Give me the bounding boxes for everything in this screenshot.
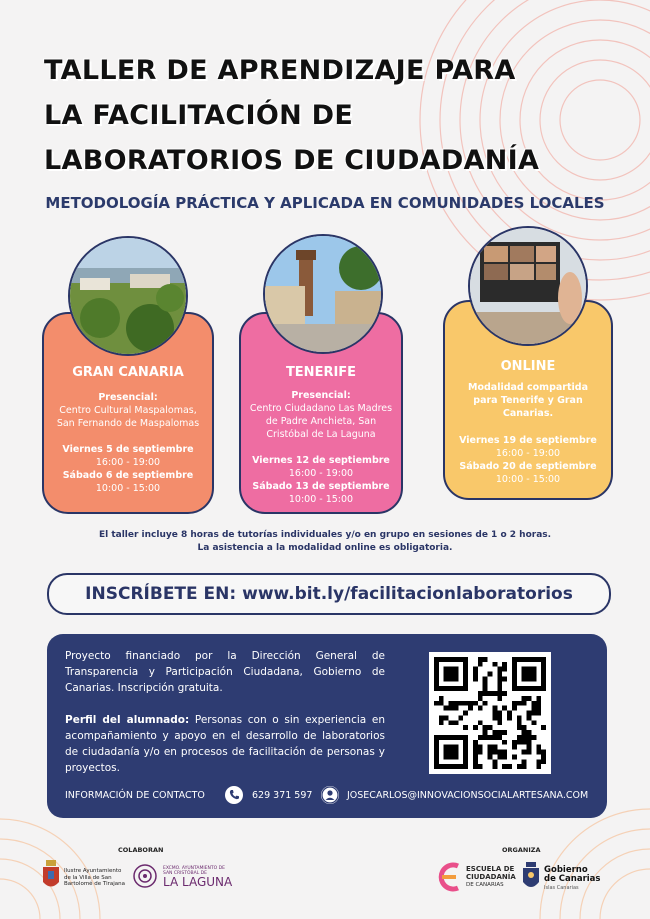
profile-body: Personas con o sin experiencia en acompañamiento y apoyo en el desarrollo de laboratorios de ciudadanía y/o en procesos de facilitación de personas y proyectos. [65, 714, 385, 774]
gran-canaria-photo [68, 236, 188, 356]
profile-label: Perfil del alumnado: [65, 714, 190, 726]
card-title-tenerife: TENERIFE [285, 365, 357, 380]
time-2: 10:00 - 15:00 [288, 494, 354, 505]
email-address[interactable]: JOSECARLOS@INNOVACIONSOCIALARTESANA.COM [347, 790, 589, 801]
date-1: Viernes 12 de septiembre [252, 455, 390, 466]
logo1-line1: Ilustre Ayuntamiento [64, 868, 122, 874]
profile-text [65, 712, 385, 776]
time-1: 16:00 - 19:00 [95, 457, 161, 468]
title-line-2: LA FACILITACIÓN DE [44, 100, 354, 131]
card-title-gran-canaria: GRAN CANARIA [72, 365, 184, 380]
online-description: Modalidad compartida para Tenerife y Gran Canarias. [468, 382, 588, 419]
date-1: Viernes 19 de septiembre [459, 435, 597, 446]
user-icon [321, 786, 339, 804]
la-laguna-emblem-icon [133, 864, 157, 888]
presencial-label: Presencial: [291, 390, 351, 401]
logo3-line2: CIUDADANÍA [466, 873, 516, 881]
logo2-big: LA LAGUNA [163, 875, 233, 889]
phone-icon [225, 786, 243, 804]
card-title-online: ONLINE [500, 359, 556, 374]
organiza-heading: ORGANIZA [502, 846, 541, 854]
date-2: Sábado 6 de septiembre [62, 470, 194, 481]
signup-link[interactable]: INSCRÍBETE EN: www.bit.ly/facilitacionlaboratorios [47, 573, 611, 615]
subtitle: METODOLOGÍA PRÁCTICA Y APLICADA EN COMUNIDADES LOCALES [45, 194, 605, 212]
funding-text: Proyecto financiado por la Dirección General de Transparencia y Participación Ciudadana, Gobierno de Canarias. Inscripción gratuita. [65, 650, 385, 694]
qr-code[interactable] [429, 652, 551, 774]
crest-icon [42, 860, 60, 892]
time-2: 10:00 - 15:00 [495, 474, 561, 485]
logo2-line2: SAN CRISTÓBAL DE [163, 871, 207, 876]
logo4-line3: Islas Canarias [544, 885, 579, 891]
time-1: 16:00 - 19:00 [495, 448, 561, 459]
logo1-line3: Bartolomé de Tirajana [64, 881, 126, 887]
gobierno-crest-icon [522, 862, 540, 892]
tenerife-photo [263, 234, 383, 354]
colaboran-heading: COLABORAN [118, 846, 164, 854]
note-line-1: El taller incluye 8 horas de tutorías individuales y/o en grupo en sesiones de 1 o 2 horas. [98, 530, 552, 540]
logo3-line3: DE CANARIAS [466, 882, 504, 888]
date-1: Viernes 5 de septiembre [62, 444, 194, 455]
time-2: 10:00 - 15:00 [95, 483, 161, 494]
venue: Centro Ciudadano Las Madres de Padre Anchieta, San Cristóbal de La Laguna [249, 403, 393, 440]
logo2-line1: EXCMO. AYUNTAMIENTO DE [163, 866, 225, 871]
title-line-1: TALLER DE APRENDIZAJE PARA [44, 55, 516, 86]
title-line-3: LABORATORIOS DE CIUDADANÍA [44, 145, 540, 176]
page-title [44, 48, 604, 183]
online-photo [468, 226, 588, 346]
phone-number[interactable]: 629 371 597 [252, 790, 313, 801]
venue: Centro Cultural Maspalomas, San Fernando de Maspalomas [56, 405, 200, 429]
escuela-logo-icon [434, 862, 462, 892]
date-2: Sábado 13 de septiembre [252, 481, 390, 492]
time-1: 16:00 - 19:00 [288, 468, 354, 479]
logo4-line2: de Canarias [544, 874, 601, 884]
logo3-line1: ESCUELA DE [466, 865, 515, 873]
info-panel [47, 634, 607, 818]
logo4-line1: Gobierno [544, 865, 588, 875]
note-line-2: La asistencia a la modalidad online es obligatoria. [197, 543, 453, 553]
logo1-line2: de la Villa de San [64, 874, 112, 881]
contact-label: INFORMACIÓN DE CONTACTO [65, 790, 205, 801]
date-2: Sábado 20 de septiembre [459, 461, 597, 472]
presencial-label: Presencial: [98, 392, 158, 403]
